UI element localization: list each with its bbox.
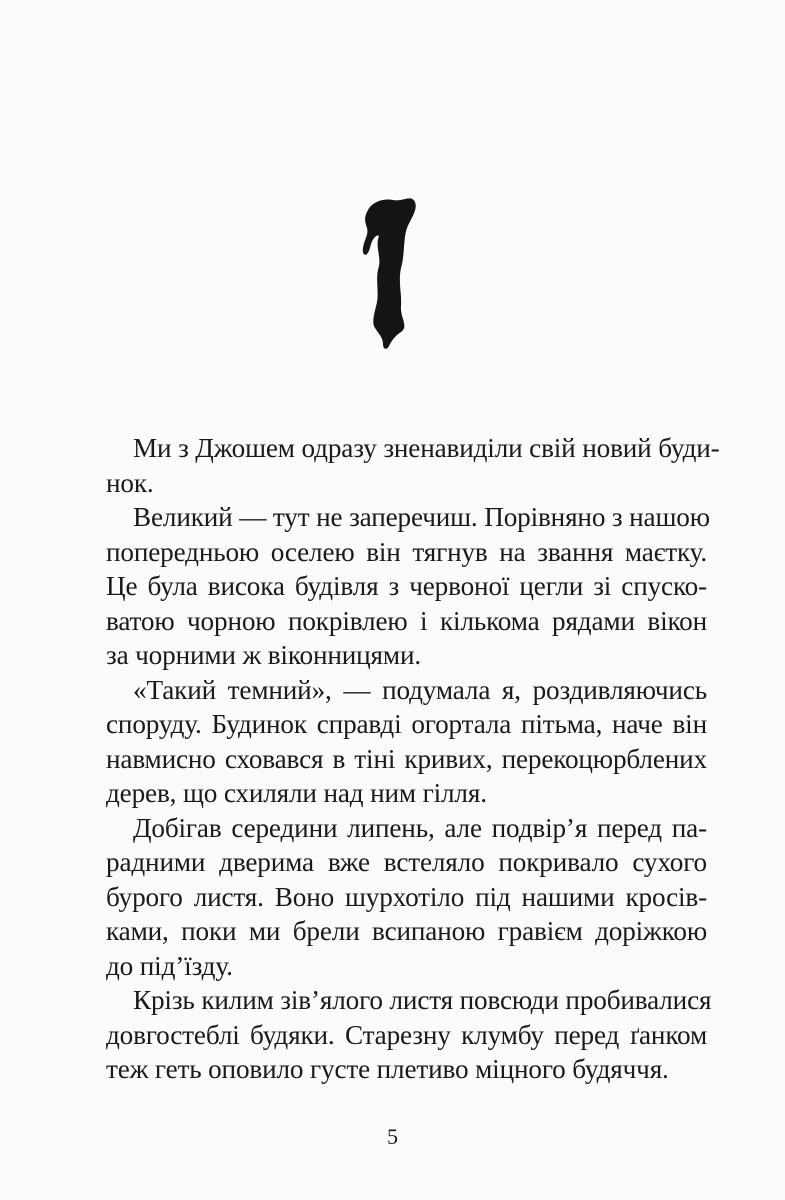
paragraph-5 (77, 983, 712, 1087)
text-line: ватою чорною покрівлею і кількома рядами вікон (106, 605, 707, 636)
chapter-number-one-shape (363, 198, 416, 348)
text-line: Крізь килим зів’ялого листя повсюди пробивалися (133, 985, 712, 1015)
text-line: довгостеблі будяки. Старезну клумбу перед ґанком (106, 1019, 707, 1050)
text-line: нок. (106, 467, 154, 498)
paragraph-3 (77, 673, 707, 811)
text-line: споруду. Будинок справді огортала пітьма, наче він (106, 709, 707, 739)
text-line: Добігав середини липень, але подвір’я перед па- (133, 812, 707, 843)
chapter-body (77, 431, 720, 1087)
paragraph-4 (77, 811, 707, 984)
page-number: 5 (387, 1124, 398, 1149)
text-line: «Такий темний», — подумала я, роздивляючись (133, 674, 707, 705)
text-line: Ми з Джошем одразу зненавиділи свій новий буди- (133, 433, 720, 463)
paragraph-2 (77, 500, 710, 673)
text-line: Великий — тут не заперечиш. Порівняно з нашою (133, 502, 710, 532)
text-line: до під’їзду. (106, 950, 233, 981)
chapter-number-glyph (345, 188, 435, 353)
text-line: за чорними ж віконницями. (106, 640, 422, 670)
text-line: теж геть оповило густе плетиво міцного будяччя. (106, 1054, 669, 1084)
text-line: попередньою оселею він тягнув на звання маєтку. (106, 536, 707, 567)
text-line: дерев, що схиляли над ним гілля. (106, 778, 487, 808)
paragraph-1 (77, 431, 720, 500)
text-line: бурого листя. Воно шурхотіло під нашими кросів- (106, 881, 707, 912)
text-line: Це була висока будівля з червоної цегли зі спуско- (106, 571, 707, 601)
text-line: навмисно сховався в тіні кривих, перекоцюрблених (106, 743, 707, 774)
text-line: ками, поки ми брели всипаною гравієм доріжкою (106, 916, 707, 946)
text-line: радними дверима вже встеляло покривало сухого (106, 847, 707, 877)
